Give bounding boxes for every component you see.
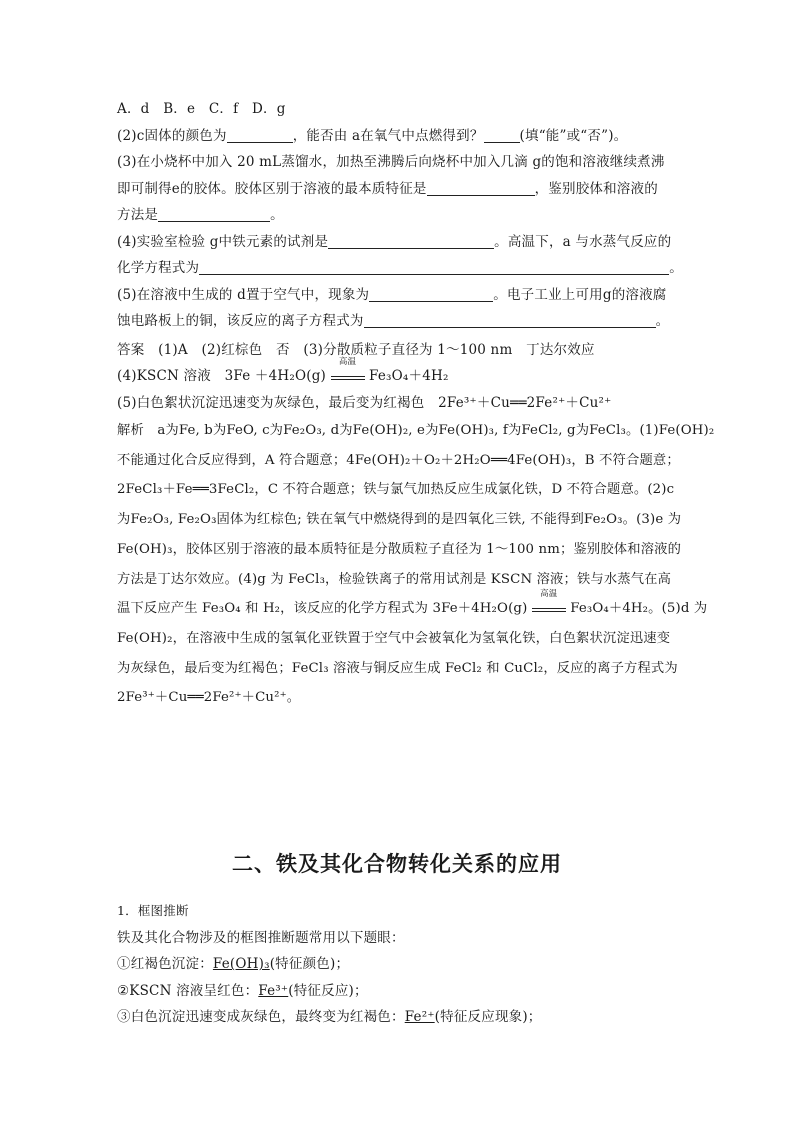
- answer-line-3: (5)白色絮状沉淀迅速变为灰绿色，最后变为红褐色 2Fe³⁺＋Cu══2Fe²⁺＋Cu²⁺: [117, 394, 612, 411]
- answer-line-2: [117, 357, 679, 390]
- question-4-line-1: [117, 229, 679, 256]
- answer-blank[interactable]: [158, 206, 270, 222]
- explanation-line-3: 2FeCl₃＋Fe══3FeCl₂，C 不符合题意；铁与氯气加热反应生成氯化铁，D 不符合题意。(2)c: [117, 482, 675, 498]
- answer-blank[interactable]: [427, 180, 535, 196]
- answer-blank[interactable]: [199, 259, 669, 275]
- item-key-answer: Fe²⁺: [404, 1009, 435, 1025]
- item-text: ③白色沉淀迅速变成灰绿色，最终变为红褐色：: [117, 1009, 405, 1025]
- answer-blank[interactable]: [364, 312, 656, 328]
- item-key-answer: Fe(OH)₃: [212, 956, 270, 972]
- answer-blank[interactable]: [484, 127, 520, 143]
- q3-text: ，鉴别胶体和溶液的: [534, 180, 658, 197]
- item-text: (特征反应现象)；: [434, 1009, 542, 1025]
- reaction-condition-sign: [532, 589, 566, 612]
- section-intro: 铁及其化合物涉及的框图推断题常用以下题眼：: [117, 929, 405, 946]
- options-line: A．d B．e C．f D．g: [117, 101, 286, 117]
- q4-text: 化学方程式为: [117, 260, 200, 276]
- reaction-condition-sign: [331, 357, 365, 380]
- q4-text: (4)实验室检验 g中铁元素的试剂是: [117, 233, 329, 250]
- q5-text: (5)在溶液中生成的 d置于空气中，现象为: [117, 286, 370, 303]
- list-item: [117, 978, 679, 1005]
- explanation-line-9: 为灰绿色，最后变为红褐色；FeCl₃ 溶液与铜反应生成 FeCl₂ 和 CuCl₂，反应的离子方程式为: [117, 660, 678, 676]
- q5-text: 。: [655, 313, 670, 329]
- q4-text: 。: [669, 260, 683, 276]
- list-item: [117, 1004, 679, 1031]
- q3-text: 。: [270, 207, 284, 223]
- answer-blank[interactable]: [328, 233, 494, 249]
- section-title: 二、铁及其化合物转化关系的应用: [232, 852, 562, 876]
- list-item: [117, 951, 679, 978]
- q3-text: 方法是: [117, 207, 159, 223]
- answer-line-1: 答案 (1)A (2)红棕色 否 (3)分散质粒子直径为 1～100 nm 丁达尔效应: [117, 341, 595, 358]
- explanation-line-1: 解析 a为Fe, b为FeO, c为Fe₂O₃, d为Fe(OH)₂, e为Fe(OH)₃, f为FeCl₂, g为FeCl₃。(1)Fe(OH)₂: [117, 423, 715, 438]
- question-4-line-2: [117, 255, 683, 282]
- answer-text: Fe₃O₄＋4H₂: [369, 368, 449, 384]
- question-3-line-1: (3)在小烧杯中加入 20 mL蒸馏水，加热至沸腾后向烧杯中加入几滴 g的饱和溶液继续煮沸: [117, 154, 665, 170]
- subsection-heading: 1．框图推断: [117, 903, 189, 918]
- question-3-line-3: [117, 202, 679, 229]
- item-text: (特征颜色)；: [269, 956, 350, 972]
- explanation-line-7: [117, 589, 708, 624]
- item-key-answer: Fe³⁺: [258, 982, 289, 999]
- reaction-condition: 高温: [338, 357, 357, 367]
- explanation-line-4: 为Fe₂O₃, Fe₂O₃固体为红棕色; 铁在氧气中燃烧得到的是四氧化三铁, 不能得到Fe₂O₃。(3)e 为: [117, 512, 682, 528]
- explanation-line-6: 方法是丁达尔效应。(4)g 为 FeCl₃，检验铁离子的常用试剂是 KSCN 溶液；铁与水蒸气在高: [117, 571, 672, 587]
- q5-text: 蚀电路板上的铜，该反应的离子方程式为: [117, 313, 364, 329]
- q4-text: 。高温下，a 与水蒸气反应的: [494, 233, 672, 250]
- question-3-line-2: [117, 176, 679, 203]
- q2-text-c: (填“能”或“否”)。: [519, 127, 628, 144]
- question-2: [117, 123, 679, 150]
- q5-text: 。电子工业上可用g的溶液腐: [493, 286, 667, 303]
- explanation-text: 温下反应产生 Fe₃O₄ 和 H₂，该反应的化学方程式为 3Fe＋4H₂O(g): [117, 601, 528, 617]
- explanation-line-5: Fe(OH)₃，胶体区别于溶液的最本质特征是分散质粒子直径为 1～100 nm；鉴别胶体和溶液的: [117, 541, 682, 557]
- answer-blank[interactable]: [227, 127, 293, 143]
- q3-text: 即可制得e的胶体。胶体区别于溶液的最本质特征是: [117, 180, 427, 197]
- q2-text-a: (2)c固体的颜色为: [117, 127, 227, 144]
- reaction-condition: 高温: [540, 589, 558, 600]
- q2-text-b: ，能否由 a在氧气中点燃得到？: [292, 127, 484, 144]
- question-5-line-1: [117, 282, 679, 309]
- answer-text: (4)KSCN 溶液 3Fe ＋4H₂O(g): [117, 368, 327, 384]
- explanation-line-2: 不能通过化合反应得到，A 符合题意；4Fe(OH)₂＋O₂＋2H₂O══4Fe(OH)₃，B 不符合题意；: [117, 452, 680, 468]
- answer-blank[interactable]: [369, 286, 493, 302]
- explanation-text: Fe₃O₄＋4H₂。(5)d 为: [570, 601, 708, 617]
- explanation-line-8: Fe(OH)₂，在溶液中生成的氢氧化亚铁置于空气中会被氧化为氢氧化铁，白色絮状沉淀迅速变: [117, 630, 671, 646]
- item-text: ①红褐色沉淀：: [117, 956, 213, 972]
- question-block: [117, 96, 715, 713]
- item-text: ②KSCN 溶液呈红色：: [117, 982, 259, 999]
- item-text: (特征反应)；: [288, 982, 368, 999]
- question-5-line-2: [117, 308, 679, 335]
- explanation-line-10: 2Fe³⁺＋Cu══2Fe²⁺＋Cu²⁺。: [117, 690, 301, 706]
- section-2-body: [117, 898, 679, 1031]
